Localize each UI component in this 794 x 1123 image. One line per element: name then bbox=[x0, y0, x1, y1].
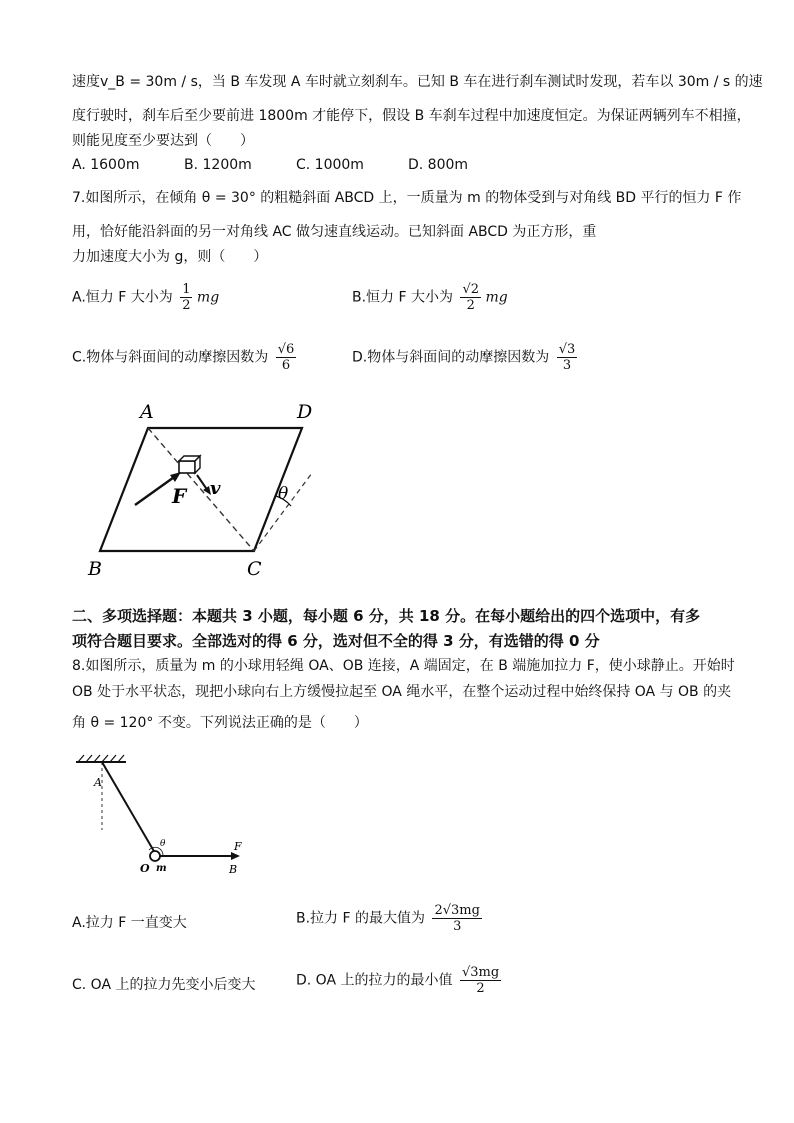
fraction-numerator: √6 bbox=[277, 342, 295, 357]
q8-option-a: A.拉力 F 一直变大 bbox=[72, 915, 187, 931]
q7-incline-figure bbox=[80, 395, 330, 585]
q7-option-b-unit: mg bbox=[485, 289, 508, 306]
q7-stem-line3: 力加速度大小为 g，则（ ） bbox=[72, 249, 268, 265]
q8-option-d-text: D. OA 上的拉力的最小值 bbox=[296, 972, 453, 989]
q6-option-c: C. 1000m bbox=[296, 157, 364, 173]
q6-stem-line1: 速度v_B = 30m / s，当 B 车发现 A 车时就立刻刹车。已知 B 车在进行刹车测试时发现，若车以 30m / s 的速 bbox=[72, 74, 763, 90]
force-f-arrow bbox=[135, 475, 177, 505]
angle-label-theta: θ bbox=[278, 484, 289, 504]
q6-option-a: A. 1600m bbox=[72, 157, 140, 173]
fraction-numerator: √3mg bbox=[461, 965, 500, 980]
q8-stem-line2: OB 处于水平状态，现把小球向右上方缓慢拉起至 OA 绳水平，在整个运动过程中始终保持 OA 与 OB 的夹 bbox=[72, 684, 732, 700]
ball-m bbox=[150, 851, 160, 861]
q8-rope-figure bbox=[72, 750, 262, 880]
q8-option-b bbox=[296, 903, 482, 934]
q8-option-d bbox=[296, 965, 501, 996]
mass-label-m: m bbox=[156, 863, 167, 874]
q7-option-c bbox=[72, 342, 296, 373]
vertex-label-b: B bbox=[88, 558, 102, 580]
q6-stem-line2: 度行驶时，刹车后至少要前进 1800m 才能停下，假设 B 车刹车过程中加速度恒定。为保证两辆列车不相撞， bbox=[72, 108, 751, 124]
fraction-numerator: √3 bbox=[558, 342, 576, 357]
ceiling-hatching bbox=[78, 755, 124, 762]
q7-stem-line2: 用，恰好能沿斜面的另一对角线 AC 做匀速直线运动。已知斜面 ABCD 为正方形，重 bbox=[72, 224, 597, 240]
fraction-numerator: 2√3mg bbox=[434, 903, 480, 918]
section-2-heading-line1: 二、多项选择题：本题共 3 小题，每小题 6 分，共 18 分。在每小题给出的四个选项中，有多 bbox=[72, 607, 701, 625]
fraction-denominator: 3 bbox=[453, 919, 462, 934]
point-label-a: A bbox=[94, 776, 102, 789]
force-label-f: F bbox=[172, 484, 187, 508]
section-2-heading-line2: 项符合题目要求。全部选对的得 6 分，选对但不全的得 3 分，有选错的得 0 分 bbox=[72, 632, 600, 650]
fraction bbox=[460, 965, 501, 996]
block-body bbox=[179, 461, 195, 473]
q6-option-b: B. 1200m bbox=[184, 157, 252, 173]
fraction bbox=[557, 342, 578, 373]
diagonal-ac bbox=[148, 428, 254, 551]
velocity-label-v: v bbox=[210, 478, 221, 499]
fraction bbox=[276, 342, 297, 373]
force-f-arrowhead bbox=[170, 472, 181, 482]
angle-label-theta: θ bbox=[160, 839, 166, 849]
vertex-label-c: C bbox=[247, 558, 262, 580]
q7-option-a bbox=[72, 282, 219, 313]
q7-stem-line1: 7.如图所示，在倾角 θ = 30° 的粗糙斜面 ABCD 上，一质量为 m 的物体受到与对角线 BD 平行的恒力 F 作 bbox=[72, 190, 742, 206]
fraction bbox=[432, 903, 481, 934]
q8-option-c: C. OA 上的拉力先变小后变大 bbox=[72, 977, 256, 993]
q8-stem-line1: 8.如图所示，质量为 m 的小球用轻绳 OA、OB 连接，A 端固定，在 B 端施加拉力 F，使小球静止。开始时 bbox=[72, 658, 735, 674]
force-f-arrowhead bbox=[231, 852, 240, 860]
point-label-b: B bbox=[229, 863, 238, 876]
point-label-o: O bbox=[140, 862, 150, 875]
q7-option-c-text: C.物体与斜面间的动摩擦因数为 bbox=[72, 349, 269, 366]
vertex-label-a: A bbox=[140, 401, 154, 423]
q7-option-b-text: B.恒力 F 大小为 bbox=[352, 289, 454, 306]
fraction-denominator: 6 bbox=[281, 358, 291, 373]
q8-stem-line3: 角 θ = 120° 不变。下列说法正确的是（ ） bbox=[72, 715, 368, 731]
fraction-denominator: 3 bbox=[562, 358, 572, 373]
q7-option-d bbox=[352, 342, 577, 373]
vertex-label-d: D bbox=[297, 401, 313, 423]
q7-option-a-unit: mg bbox=[196, 289, 220, 306]
fraction-numerator: 1 bbox=[182, 282, 191, 297]
q6-stem-line3: 则能见度至少要达到（ ） bbox=[72, 133, 254, 149]
rope-oa bbox=[102, 762, 155, 853]
q7-option-a-text: A.恒力 F 大小为 bbox=[72, 289, 173, 306]
q6-option-d: D. 800m bbox=[408, 157, 469, 173]
q7-option-d-text: D.物体与斜面间的动摩擦因数为 bbox=[352, 349, 550, 366]
fraction-numerator: √2 bbox=[462, 282, 480, 297]
fraction-denominator: 2 bbox=[476, 981, 485, 996]
q8-option-b-text: B.拉力 F 的最大值为 bbox=[296, 910, 426, 927]
q7-option-b bbox=[352, 282, 508, 313]
fraction-denominator: 2 bbox=[466, 298, 475, 313]
fraction bbox=[460, 282, 481, 313]
fraction bbox=[180, 282, 192, 313]
force-label-f: F bbox=[234, 840, 242, 853]
fraction-denominator: 2 bbox=[182, 298, 191, 313]
